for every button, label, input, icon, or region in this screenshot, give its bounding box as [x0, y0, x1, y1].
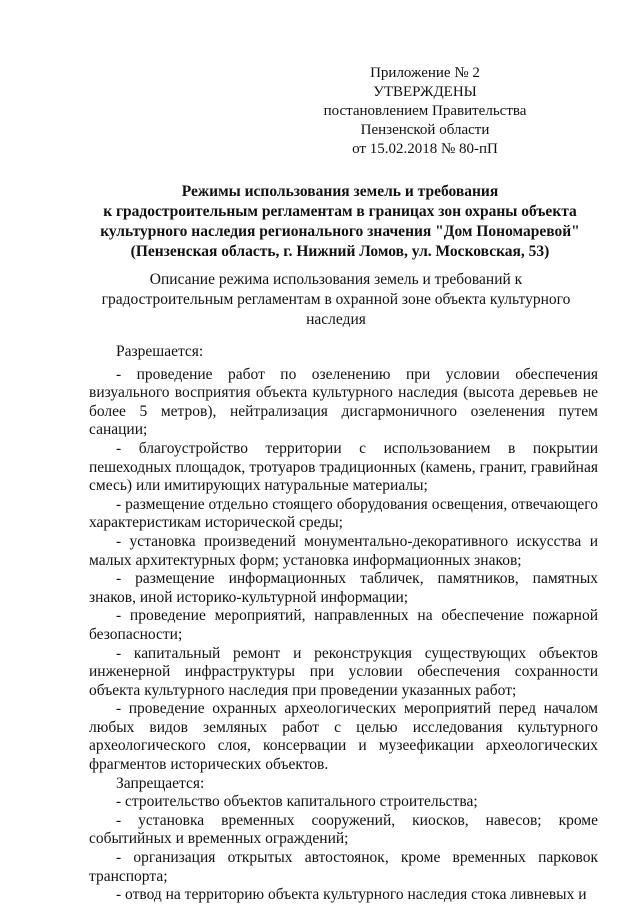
approval-authority: постановлением Правительства [323, 103, 527, 119]
allowed-item: - проведение мероприятий, направленных на обеспечение пожарной безопасности; [89, 607, 598, 643]
allowed-item: - проведение работ по озеленению при условии обеспечения визуального восприятия объекта культурного наследия (высота деревьев не более 5 метров), нейтрализация дисгармоничного озеленения путем санации; [89, 365, 598, 439]
allowed-item: - размещение информационных табличек, памятников, памятных знаков, иной историко-культурной информации; [89, 570, 598, 606]
title-line: культурного наследия регионального значения "Дом Пономаревой" [100, 223, 580, 240]
allowed-item: - капитальный ремонт и реконструкция существующих объектов инженерной инфраструктуры при условии обеспечения сохранности объекта культурного наследия при проведении указанных работ; [89, 644, 598, 699]
prohibited-item: - установка временных сооружений, киосков, навесов; кроме событийных и временных ограждений; [89, 811, 598, 848]
title-line: (Пензенская область, г. Нижний Ломов, ул. Московская, 53) [130, 243, 550, 260]
allowed-item: - проведение охранных археологических мероприятий перед началом любых видов земляных работ с целью исследования культурного археологического слоя, консервации и музеефикации археологических фрагментов исторических объектов. [89, 700, 598, 774]
approval-stamp [300, 64, 550, 159]
subtitle-line: наследия [306, 311, 366, 328]
prohibited-heading: Запрещается: [116, 774, 205, 792]
prohibited-item: - организация открытых автостоянок, кроме временных парковок транспорта; [89, 849, 598, 885]
title-line: Режимы использования земель и требования [181, 183, 499, 200]
prohibited-item: - строительство объектов капитального строительства; [116, 793, 478, 811]
title-line: к градостроительным регламентам в границах зон охраны объекта [103, 203, 577, 220]
allowed-item: - благоустройство территории с использованием в покрытии пешеходных площадок, тротуаров традиционных (камень, гранит, гравийная смесь) или имитирующих натуральные материалы; [89, 439, 598, 495]
allowed-item: - размещение отдельно стоящего оборудования освещения, отвечающего характеристикам исторической среды; [89, 495, 598, 532]
allowed-heading: Разрешается: [116, 343, 204, 360]
regulations-body [89, 343, 598, 905]
section-subtitle [88, 270, 584, 330]
subtitle-line: градостроительным регламентам в охранной зоне объекта культурного [101, 291, 571, 308]
approved-label: УТВЕРЖДЕНЫ [373, 84, 477, 100]
appendix-number: Приложение № 2 [370, 65, 480, 81]
document-title [92, 182, 588, 262]
approval-date-number: от 15.02.2018 № 80-пП [352, 141, 498, 157]
subtitle-line: Описание режима использования земель и требований к [149, 271, 523, 288]
approval-region: Пензенской области [360, 122, 490, 138]
allowed-item: - установка произведений монументально-декоративного искусства и малых архитектурных форм; установка информационных знаков; [89, 532, 598, 569]
prohibited-item: - отвод на территорию объекта культурного наследия стока ливневых и [116, 886, 587, 904]
